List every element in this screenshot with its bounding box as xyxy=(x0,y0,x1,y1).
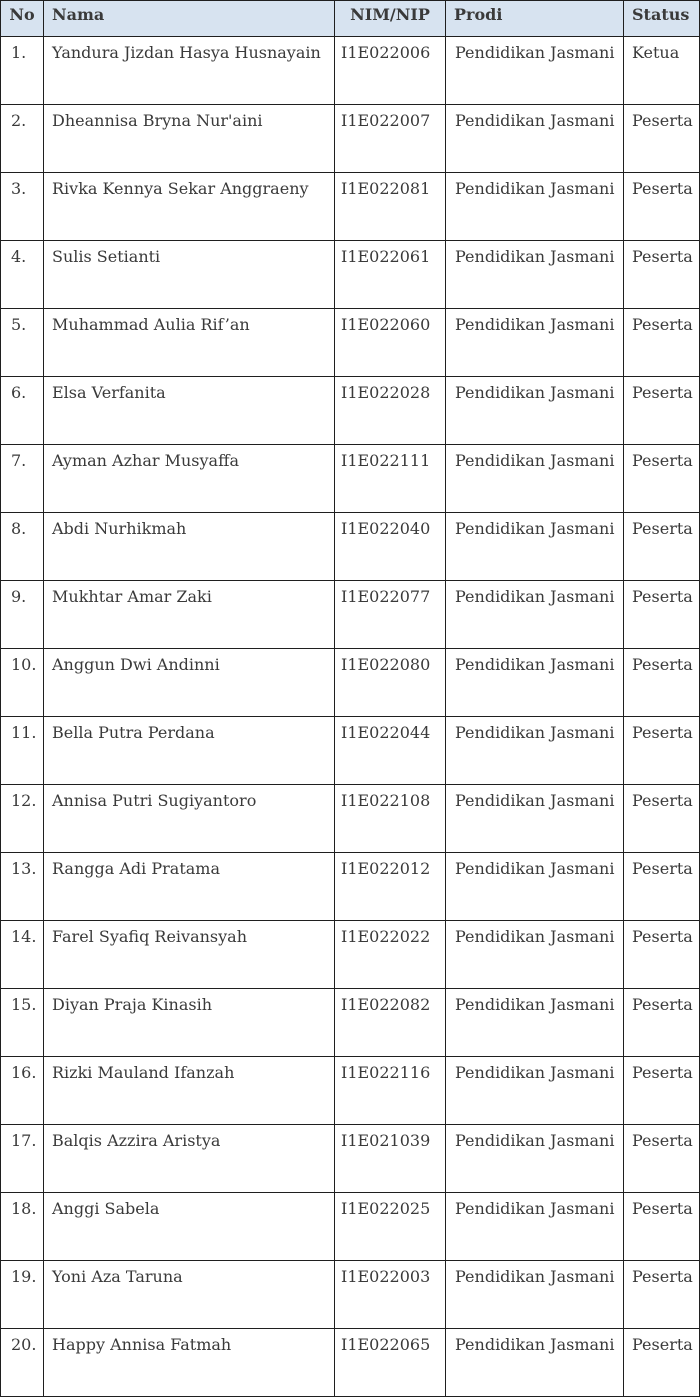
member-status: Peserta xyxy=(624,581,700,649)
member-status: Peserta xyxy=(624,717,700,785)
member-status: Peserta xyxy=(624,173,700,241)
row-number: 4. xyxy=(1,241,44,309)
member-prodi: Pendidikan Jasmani xyxy=(446,1329,624,1397)
table-row xyxy=(1,989,700,1057)
member-name: Bella Putra Perdana xyxy=(44,717,335,785)
row-number: 7. xyxy=(1,445,44,513)
member-status: Peserta xyxy=(624,1193,700,1261)
table-row xyxy=(1,717,700,785)
table-row xyxy=(1,513,700,581)
row-number: 2. xyxy=(1,105,44,173)
member-nim: I1E022077 xyxy=(335,581,446,649)
table-row xyxy=(1,241,700,309)
member-status: Peserta xyxy=(624,649,700,717)
member-name: Sulis Setianti xyxy=(44,241,335,309)
member-prodi: Pendidikan Jasmani xyxy=(446,1125,624,1193)
member-nim: I1E022080 xyxy=(335,649,446,717)
member-status: Peserta xyxy=(624,513,700,581)
table-row xyxy=(1,105,700,173)
table-row xyxy=(1,1057,700,1125)
member-nim: I1E022044 xyxy=(335,717,446,785)
member-status: Peserta xyxy=(624,853,700,921)
header-nama: Nama xyxy=(44,1,335,37)
member-nim: I1E022116 xyxy=(335,1057,446,1125)
member-prodi: Pendidikan Jasmani xyxy=(446,989,624,1057)
table-row xyxy=(1,173,700,241)
member-prodi: Pendidikan Jasmani xyxy=(446,173,624,241)
row-number: 19. xyxy=(1,1261,44,1329)
table-header-row xyxy=(1,1,700,37)
member-nim: I1E022065 xyxy=(335,1329,446,1397)
member-status: Peserta xyxy=(624,921,700,989)
member-prodi: Pendidikan Jasmani xyxy=(446,853,624,921)
member-status: Peserta xyxy=(624,105,700,173)
member-prodi: Pendidikan Jasmani xyxy=(446,1261,624,1329)
member-status: Peserta xyxy=(624,989,700,1057)
table-row xyxy=(1,445,700,513)
member-name: Rivka Kennya Sekar Anggraeny xyxy=(44,173,335,241)
header-status: Status xyxy=(624,1,700,37)
row-number: 15. xyxy=(1,989,44,1057)
member-name: Yandura Jizdan Hasya Husnayain xyxy=(44,37,335,105)
member-name: Diyan Praja Kinasih xyxy=(44,989,335,1057)
row-number: 17. xyxy=(1,1125,44,1193)
member-nim: I1E022060 xyxy=(335,309,446,377)
table-row xyxy=(1,377,700,445)
table-row xyxy=(1,581,700,649)
member-name: Elsa Verfanita xyxy=(44,377,335,445)
row-number: 20. xyxy=(1,1329,44,1397)
member-name: Farel Syafiq Reivansyah xyxy=(44,921,335,989)
member-name: Anggun Dwi Andinni xyxy=(44,649,335,717)
table-row xyxy=(1,309,700,377)
table-row xyxy=(1,853,700,921)
member-status: Peserta xyxy=(624,1125,700,1193)
member-nim: I1E022025 xyxy=(335,1193,446,1261)
row-number: 6. xyxy=(1,377,44,445)
table-row xyxy=(1,1329,700,1397)
member-nim: I1E022022 xyxy=(335,921,446,989)
member-prodi: Pendidikan Jasmani xyxy=(446,785,624,853)
member-name: Dheannisa Bryna Nur'aini xyxy=(44,105,335,173)
member-name: Happy Annisa Fatmah xyxy=(44,1329,335,1397)
member-nim: I1E022081 xyxy=(335,173,446,241)
member-nim: I1E022108 xyxy=(335,785,446,853)
member-status: Peserta xyxy=(624,1329,700,1397)
member-status: Peserta xyxy=(624,785,700,853)
member-nim: I1E022006 xyxy=(335,37,446,105)
member-name: Annisa Putri Sugiyantoro xyxy=(44,785,335,853)
table-row xyxy=(1,1125,700,1193)
member-prodi: Pendidikan Jasmani xyxy=(446,717,624,785)
row-number: 8. xyxy=(1,513,44,581)
table-row xyxy=(1,1261,700,1329)
table-row xyxy=(1,785,700,853)
row-number: 3. xyxy=(1,173,44,241)
row-number: 16. xyxy=(1,1057,44,1125)
member-prodi: Pendidikan Jasmani xyxy=(446,1057,624,1125)
member-name: Anggi Sabela xyxy=(44,1193,335,1261)
member-name: Rizki Mauland Ifanzah xyxy=(44,1057,335,1125)
member-status: Peserta xyxy=(624,309,700,377)
row-number: 14. xyxy=(1,921,44,989)
member-status: Peserta xyxy=(624,241,700,309)
member-nim: I1E022003 xyxy=(335,1261,446,1329)
member-name: Rangga Adi Pratama xyxy=(44,853,335,921)
member-prodi: Pendidikan Jasmani xyxy=(446,581,624,649)
member-name: Ayman Azhar Musyaffa xyxy=(44,445,335,513)
member-nim: I1E021039 xyxy=(335,1125,446,1193)
row-number: 9. xyxy=(1,581,44,649)
row-number: 1. xyxy=(1,37,44,105)
member-nim: I1E022007 xyxy=(335,105,446,173)
table-row xyxy=(1,1193,700,1261)
member-prodi: Pendidikan Jasmani xyxy=(446,377,624,445)
member-prodi: Pendidikan Jasmani xyxy=(446,649,624,717)
member-prodi: Pendidikan Jasmani xyxy=(446,309,624,377)
row-number: 12. xyxy=(1,785,44,853)
member-name: Mukhtar Amar Zaki xyxy=(44,581,335,649)
member-status: Peserta xyxy=(624,445,700,513)
member-prodi: Pendidikan Jasmani xyxy=(446,445,624,513)
row-number: 5. xyxy=(1,309,44,377)
member-nim: I1E022111 xyxy=(335,445,446,513)
member-prodi: Pendidikan Jasmani xyxy=(446,37,624,105)
member-name: Muhammad Aulia Rif’an xyxy=(44,309,335,377)
member-name: Balqis Azzira Aristya xyxy=(44,1125,335,1193)
member-name: Yoni Aza Taruna xyxy=(44,1261,335,1329)
member-status: Peserta xyxy=(624,1261,700,1329)
member-status: Ketua xyxy=(624,37,700,105)
row-number: 13. xyxy=(1,853,44,921)
row-number: 18. xyxy=(1,1193,44,1261)
member-nim: I1E022012 xyxy=(335,853,446,921)
member-nim: I1E022040 xyxy=(335,513,446,581)
member-status: Peserta xyxy=(624,377,700,445)
member-prodi: Pendidikan Jasmani xyxy=(446,513,624,581)
header-nim: NIM/NIP xyxy=(335,1,446,37)
header-no: No xyxy=(1,1,44,37)
table-row xyxy=(1,921,700,989)
table-row xyxy=(1,649,700,717)
member-nim: I1E022082 xyxy=(335,989,446,1057)
member-prodi: Pendidikan Jasmani xyxy=(446,1193,624,1261)
row-number: 11. xyxy=(1,717,44,785)
member-name: Abdi Nurhikmah xyxy=(44,513,335,581)
member-nim: I1E022028 xyxy=(335,377,446,445)
member-nim: I1E022061 xyxy=(335,241,446,309)
row-number: 10. xyxy=(1,649,44,717)
table-row xyxy=(1,37,700,105)
member-prodi: Pendidikan Jasmani xyxy=(446,921,624,989)
header-prodi: Prodi xyxy=(446,1,624,37)
member-prodi: Pendidikan Jasmani xyxy=(446,105,624,173)
member-prodi: Pendidikan Jasmani xyxy=(446,241,624,309)
member-status: Peserta xyxy=(624,1057,700,1125)
